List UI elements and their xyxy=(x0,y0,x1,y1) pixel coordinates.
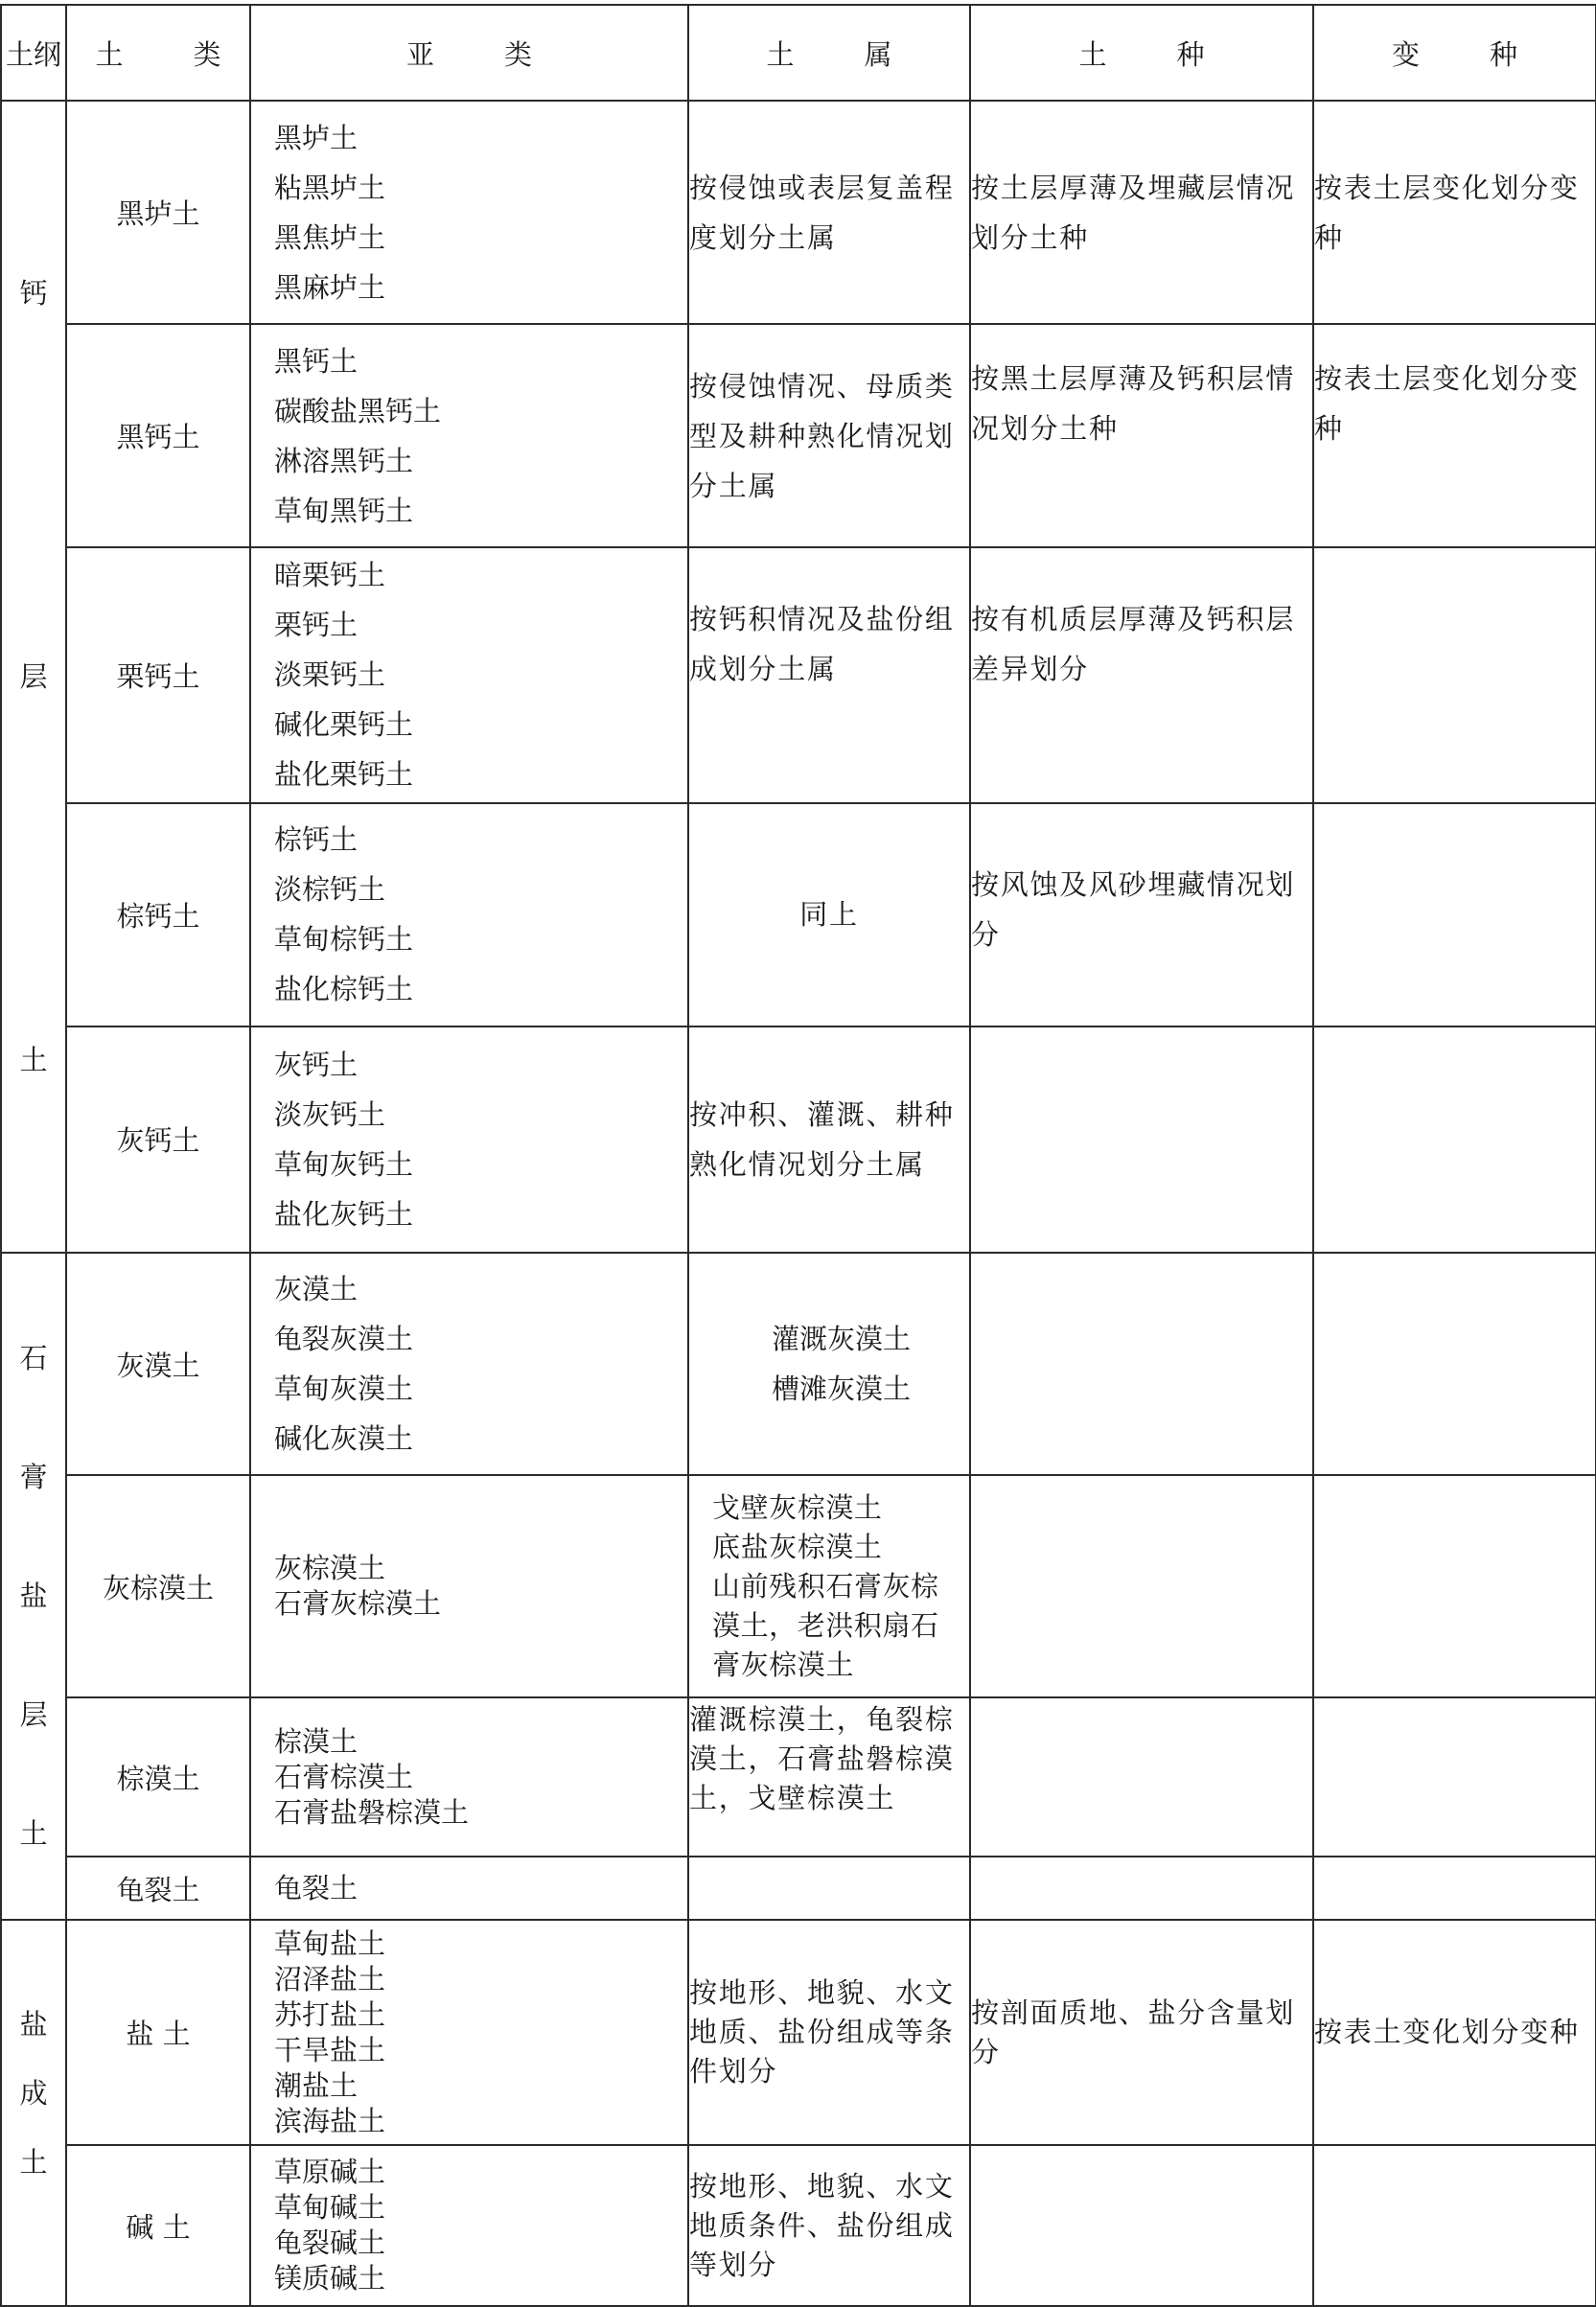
group-cell: 灰漠土 xyxy=(66,1253,250,1475)
subgroup-item: 沼泽盐土 xyxy=(274,1962,386,1996)
family-cell: 按冲积、灌溉、耕种熟化情况划分土属 xyxy=(688,1027,970,1253)
family-item: 山前残积石膏灰棕漠土，老洪积扇石膏灰棕漠土 xyxy=(712,1569,939,1681)
family-item: 戈壁灰棕漠土 xyxy=(712,1490,883,1524)
subgroup-item: 草甸灰钙土 xyxy=(274,1147,414,1181)
series-cell: 按土层厚薄及埋藏层情况划分土种 xyxy=(970,101,1313,324)
series-cell xyxy=(970,2145,1313,2306)
variety-cell xyxy=(1313,547,1596,803)
header-row xyxy=(1,5,1596,101)
subgroup-item: 棕钙土 xyxy=(274,823,359,857)
order-char: 石 xyxy=(19,1341,48,1374)
family-cell xyxy=(688,1253,970,1475)
table-row xyxy=(1,1920,1596,2145)
subgroup-item: 碱化栗钙土 xyxy=(274,708,414,742)
subgroup-item: 草原碱土 xyxy=(274,2156,386,2188)
header-group: 土 类 xyxy=(66,5,250,101)
table-row xyxy=(1,101,1596,324)
subgroup-item: 黑钙土 xyxy=(274,344,359,378)
family-cell xyxy=(688,1475,970,1697)
order-char: 土 xyxy=(19,1816,48,1850)
group-cell: 盐 土 xyxy=(66,1920,250,2145)
family-item: 槽滩灰漠土 xyxy=(772,1373,912,1405)
subgroup-item: 石膏灰棕漠土 xyxy=(274,1587,442,1620)
subgroup-item: 盐化棕钙土 xyxy=(274,973,414,1006)
order-char: 成 xyxy=(19,2077,48,2110)
subgroup-item: 碳酸盐黑钙土 xyxy=(274,394,442,427)
subgroup-cell xyxy=(250,1475,688,1697)
family-cell: 按地形、地貌、水文地质、盐份组成等条件划分 xyxy=(688,1920,970,2145)
subgroup-cell xyxy=(250,547,688,803)
subgroup-cell xyxy=(250,1253,688,1475)
subgroup-item: 苏打盐土 xyxy=(274,1997,386,2031)
variety-cell xyxy=(1313,1857,1596,1920)
group-cell: 棕钙土 xyxy=(66,803,250,1026)
subgroup-item: 石膏棕漠土 xyxy=(274,1760,414,1793)
group-cell: 灰棕漠土 xyxy=(66,1475,250,1697)
table-row xyxy=(1,803,1596,1026)
subgroup-cell xyxy=(250,1920,688,2145)
family-cell: 按钙积情况及盐份组成划分土属 xyxy=(688,547,970,803)
header-subgroup: 亚 类 xyxy=(250,5,688,101)
series-cell xyxy=(970,1253,1313,1475)
subgroup-item: 暗栗钙土 xyxy=(274,559,386,592)
group-cell: 栗钙土 xyxy=(66,547,250,803)
table-row xyxy=(1,547,1596,803)
table-row xyxy=(1,2145,1596,2306)
subgroup-cell xyxy=(250,803,688,1026)
group-cell: 灰钙土 xyxy=(66,1027,250,1253)
table-row xyxy=(1,1027,1596,1253)
series-cell: 按黑土层厚薄及钙积层情况划分土种 xyxy=(970,324,1313,546)
series-cell xyxy=(970,1027,1313,1253)
subgroup-cell xyxy=(250,1857,688,1920)
subgroup-item: 潮盐土 xyxy=(274,2068,359,2102)
subgroup-item: 灰钙土 xyxy=(274,1048,359,1081)
variety-cell xyxy=(1313,803,1596,1026)
group-cell: 棕漠土 xyxy=(66,1697,250,1857)
subgroup-cell xyxy=(250,1027,688,1253)
subgroup-item: 栗钙土 xyxy=(274,609,359,642)
subgroup-item: 灰漠土 xyxy=(274,1273,359,1305)
subgroup-cell xyxy=(250,101,688,324)
subgroup-item: 龟裂碱土 xyxy=(274,2226,386,2259)
subgroup-item: 淡灰钙土 xyxy=(274,1097,386,1131)
header-family: 土 属 xyxy=(688,5,970,101)
table-row xyxy=(1,1857,1596,1920)
subgroup-item: 碱化灰漠土 xyxy=(274,1422,414,1455)
family-cell xyxy=(688,1857,970,1920)
table-row xyxy=(1,1697,1596,1857)
order-char: 钙 xyxy=(19,276,48,310)
group-cell: 龟裂土 xyxy=(66,1857,250,1920)
order-char: 盐 xyxy=(19,1579,48,1612)
subgroup-item: 龟裂土 xyxy=(274,1872,359,1904)
subgroup-item: 草甸黑钙土 xyxy=(274,494,414,527)
subgroup-item: 盐化栗钙土 xyxy=(274,758,414,792)
subgroup-item: 干旱盐土 xyxy=(274,2033,386,2066)
subgroup-item: 棕漠土 xyxy=(274,1724,359,1758)
variety-cell xyxy=(1313,1697,1596,1857)
group-cell: 黑钙土 xyxy=(66,324,250,546)
series-cell xyxy=(970,1697,1313,1857)
subgroup-cell xyxy=(250,324,688,546)
order-char: 盐 xyxy=(19,2007,48,2041)
header-variety: 变 种 xyxy=(1313,5,1596,101)
family-cell: 按地形、地貌、水文地质条件、盐份组成等划分 xyxy=(688,2145,970,2306)
subgroup-item: 草甸棕钙土 xyxy=(274,923,414,957)
variety-cell xyxy=(1313,1027,1596,1253)
table-row xyxy=(1,1253,1596,1475)
series-cell: 按有机质层厚薄及钙积层差异划分 xyxy=(970,547,1313,803)
variety-cell: 按表土层变化划分变种 xyxy=(1313,324,1596,546)
subgroup-item: 龟裂灰漠土 xyxy=(274,1323,414,1355)
series-cell: 按风蚀及风砂埋藏情况划分 xyxy=(970,803,1313,1026)
variety-cell xyxy=(1313,1475,1596,1697)
subgroup-item: 滨海盐土 xyxy=(274,2104,386,2137)
subgroup-item: 黑焦垆土 xyxy=(274,220,386,254)
family-item: 底盐灰棕漠土 xyxy=(712,1530,883,1563)
header-series: 土 种 xyxy=(970,5,1313,101)
subgroup-item: 石膏盐磐棕漠土 xyxy=(274,1795,470,1829)
order-char: 层 xyxy=(19,659,48,693)
family-cell: 同上 xyxy=(688,803,970,1026)
series-cell: 按剖面质地、盐分含量划分 xyxy=(970,1920,1313,2145)
group-cell: 黑垆土 xyxy=(66,101,250,324)
order-halomorphic xyxy=(1,1920,66,2306)
subgroup-item: 草甸灰漠土 xyxy=(274,1373,414,1405)
subgroup-item: 黑麻垆土 xyxy=(274,270,386,304)
header-order: 土纲 xyxy=(1,5,66,101)
soil-classification-table xyxy=(0,4,1596,2307)
subgroup-item: 淡棕钙土 xyxy=(274,873,386,907)
subgroup-item: 盐化灰钙土 xyxy=(274,1197,414,1231)
subgroup-item: 淋溶黑钙土 xyxy=(274,444,414,477)
order-char: 土 xyxy=(19,2146,48,2180)
series-cell xyxy=(970,1857,1313,1920)
subgroup-cell xyxy=(250,2145,688,2306)
subgroup-item: 草甸盐土 xyxy=(274,1926,386,1960)
order-calcic xyxy=(1,101,66,1253)
order-char: 层 xyxy=(19,1697,48,1731)
table-row xyxy=(1,324,1596,546)
subgroup-item: 镁质碱土 xyxy=(274,2262,386,2295)
subgroup-cell xyxy=(250,1697,688,1857)
variety-cell: 按表土层变化划分变种 xyxy=(1313,101,1596,324)
subgroup-item: 黑垆土 xyxy=(274,121,359,154)
group-cell: 碱 土 xyxy=(66,2145,250,2306)
variety-cell xyxy=(1313,1253,1596,1475)
variety-cell xyxy=(1313,2145,1596,2306)
family-cell: 灌溉棕漠土，龟裂棕漠土，石膏盐磐棕漠土，戈壁棕漠土 xyxy=(688,1697,970,1857)
subgroup-item: 粘黑垆土 xyxy=(274,171,386,204)
subgroup-item: 灰棕漠土 xyxy=(274,1552,386,1584)
family-cell: 按侵蚀情况、母质类型及耕种熟化情况划分土属 xyxy=(688,324,970,546)
subgroup-item: 草甸碱土 xyxy=(274,2191,386,2224)
order-char: 膏 xyxy=(19,1460,48,1493)
series-cell xyxy=(970,1475,1313,1697)
family-cell: 按侵蚀或表层复盖程度划分土属 xyxy=(688,101,970,324)
table-row xyxy=(1,1475,1596,1697)
order-char: 土 xyxy=(19,1043,48,1076)
family-item: 灌溉灰漠土 xyxy=(772,1323,912,1355)
order-gypsum-saline xyxy=(1,1253,66,1920)
variety-cell: 按表土变化划分变种 xyxy=(1313,1920,1596,2145)
subgroup-item: 淡栗钙土 xyxy=(274,658,386,692)
